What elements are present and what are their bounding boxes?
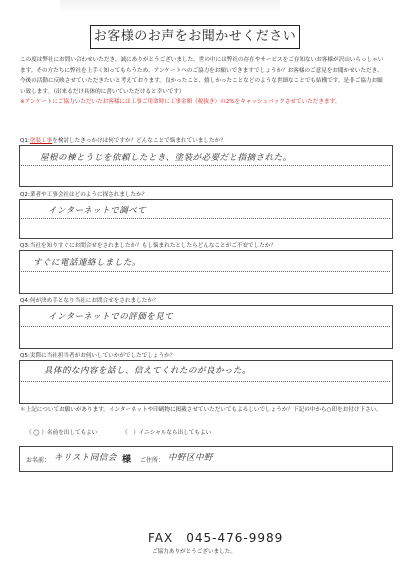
question-text: 当社を知りすぐにお問合せをされましたか？もし悩まれたとしたらどんなことがご不安でしたか？ (29, 243, 276, 249)
address-value: 中野区中野 (168, 453, 214, 463)
question-3 (20, 242, 395, 250)
answer-line (21, 326, 390, 327)
option-initial-ok[interactable]: （ ）イニシャルなら出してもよい (122, 430, 212, 436)
cashback-note: ※アンケートにご協力いただいたお客様には工事ご用命時に工事金額（税抜き）の2%をキャッシュバックさせていただきます。 (20, 99, 341, 106)
intro-body: この度は弊社にお問い合わせいただき、誠にありがとうございました。世の中には弊社の存在やサービスをご存知ないお客様が沢山いらっしゃいます。その方たちに弊社を上手く知ってもらうため、アンケートへのご協力をお願いできますでしょうか？お客様のご意見をお聞かせいただき、今後の活動に反映させていただきたいと考えております。良かったこと、嬉しかったことなどのような世細なことでも結構です。是非ご協力お願い致します。（出来るだけ具体的に書いていただけると幸いです） (20, 57, 384, 95)
question-highlight: 塗装工事 (29, 138, 53, 144)
answer-line (21, 381, 390, 382)
fax-number: FAX 045-476-9989 (148, 531, 284, 545)
page-title: お客様のお声をお聞かせください (90, 25, 300, 49)
permission-request: ＊上記についてお願いがあります。インターネットや印刷物に掲載させていただいてもよろしいでしょうか？下記の中から○印をお付け下さい。 (20, 407, 382, 413)
question-number: Q4: (20, 298, 30, 304)
question-number: Q1: (20, 138, 30, 144)
answer-line (21, 271, 390, 272)
question-number: Q2: (20, 192, 30, 198)
answer-text-1: 屋根の棟とうじを依頼したとき、塗装が必要だと指摘された。 (40, 153, 292, 163)
answer-text-5: 具体的な内容を話し、信えてくれたのが良かった。 (44, 366, 252, 376)
answer-line (21, 218, 390, 219)
name-label: お名前： (26, 457, 51, 464)
question-4 (20, 297, 395, 305)
question-number: Q5: (20, 353, 30, 359)
answer-text-2: インターネットで調べて (48, 206, 147, 216)
scan-smudge (60, 0, 280, 14)
answer-text-4: インターネットでの評価を見て (48, 312, 174, 322)
question-text: を検討したきっかけは何ですか？どんなことで悩まれていましたか？ (52, 138, 226, 144)
question-5 (20, 352, 395, 360)
answer-line (21, 165, 390, 166)
question-text: 業者や工事会社はどのように探されましたか？ (29, 192, 148, 198)
name-value: キリスト同信会 (54, 453, 117, 463)
question-2 (20, 191, 395, 199)
option-name-ok[interactable]: （ ◯ ）名前を出してもよい (26, 430, 98, 436)
intro-text (20, 55, 388, 108)
question-1 (20, 137, 395, 145)
question-text: 何が決め手となり当社にお問合せをされましたか？ (29, 298, 159, 304)
thanks-text: ご協力ありがとうございました。 (152, 549, 236, 555)
answer-text-3: すぐに電話連絡しました。 (33, 258, 142, 268)
question-text: 実際に当社担当者がお伺いしていかがでしたでしょうか？ (29, 353, 176, 359)
question-number: Q3: (20, 243, 30, 249)
honorific: 様 (122, 455, 132, 465)
address-label: ご住所： (140, 457, 165, 464)
